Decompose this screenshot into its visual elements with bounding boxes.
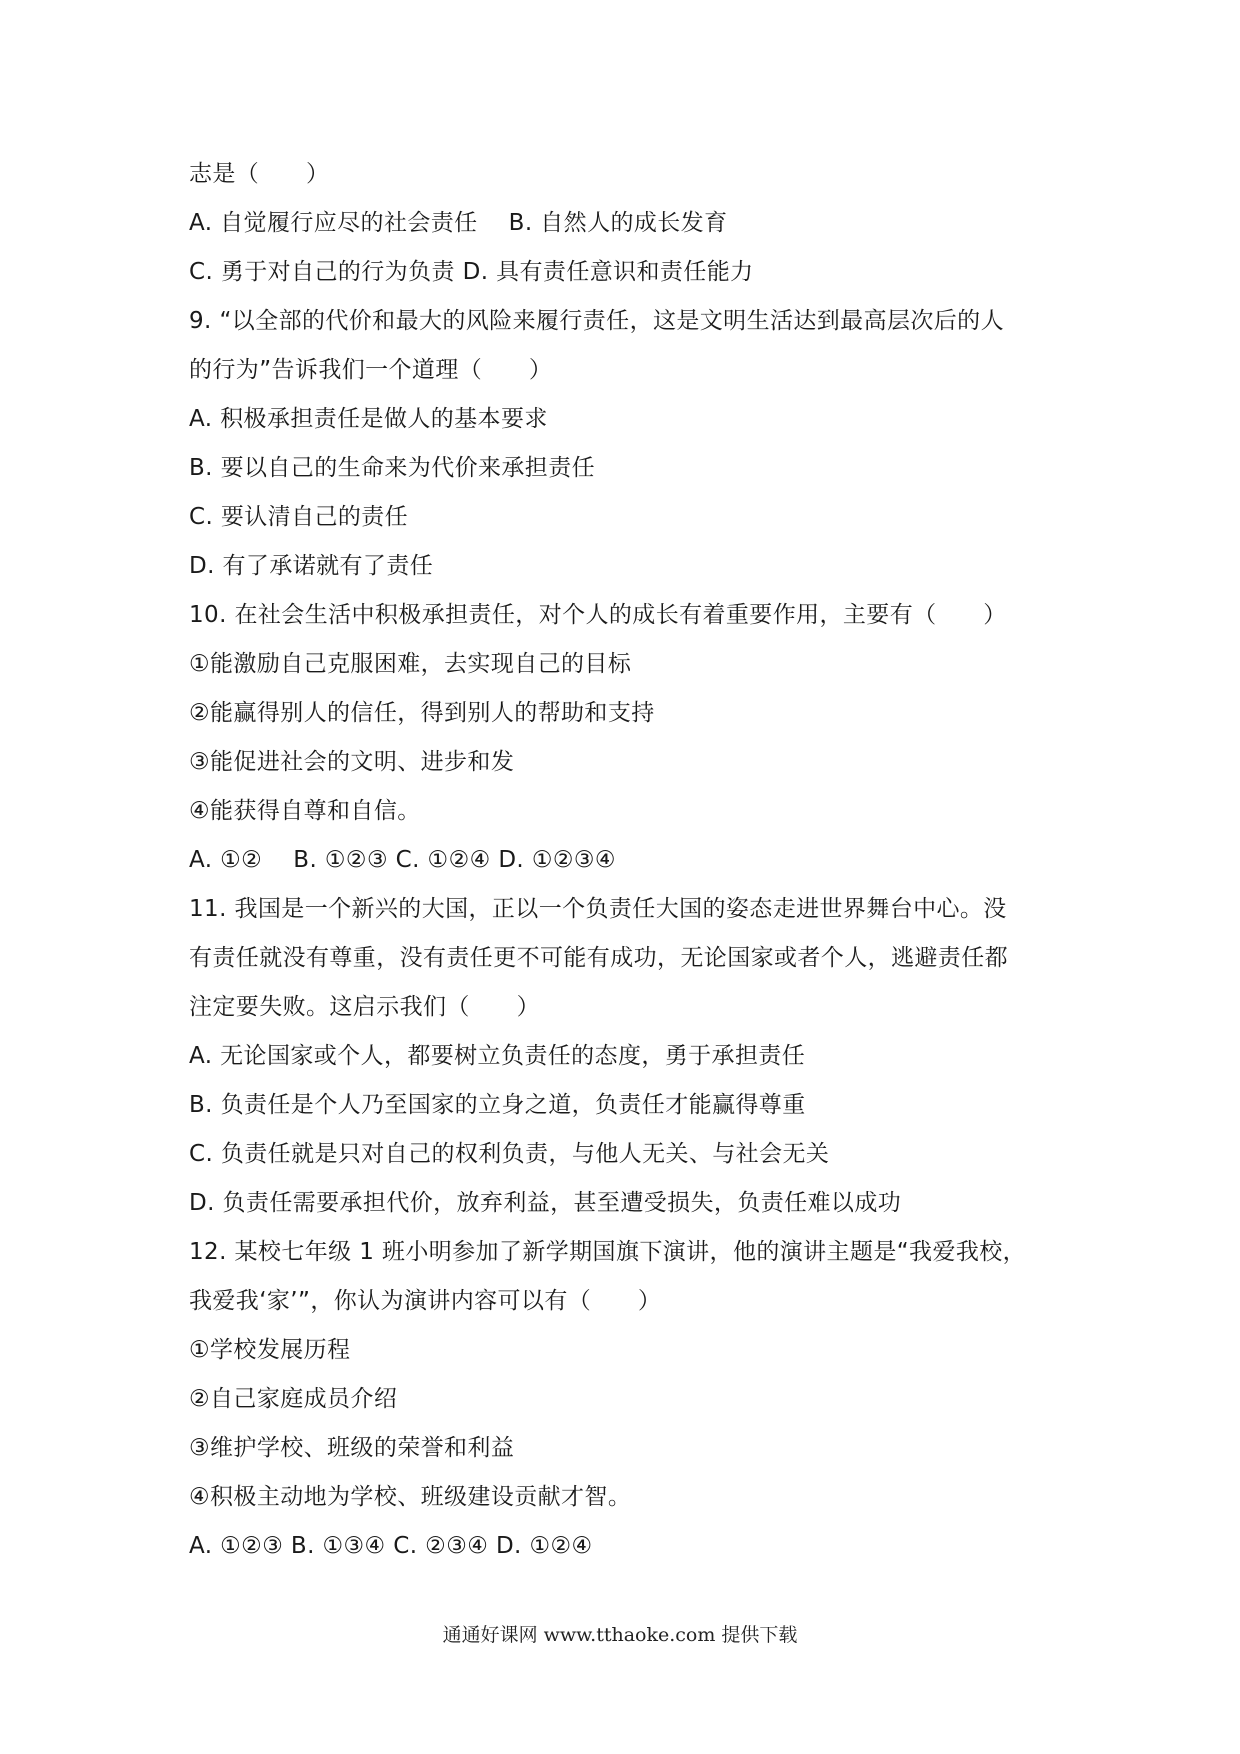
question-10-stem: 10. 在社会生活中积极承担责任，对个人的成长有着重要作用，主要有（ ） (189, 602, 1007, 628)
answer-option-line: A. 自觉履行应尽的社会责任 B. 自然人的成长发育 (189, 210, 728, 236)
answer-option-line: D. 负责任需要承担代价，放弃利益，甚至遭受损失，负责任难以成功 (189, 1190, 902, 1216)
page-footer: 通通好课网 www.tthaoke.com 提供下载 (442, 1624, 798, 1646)
answer-option-line: A. 积极承担责任是做人的基本要求 (189, 406, 548, 432)
answer-option-line: B. 要以自己的生命来为代价来承担责任 (189, 455, 596, 481)
statement-item: ②能赢得别人的信任，得到别人的帮助和支持 (189, 700, 655, 726)
question-text-block (189, 150, 1069, 1571)
text-line: 志是（ ） (189, 161, 330, 187)
answer-option-line: B. 负责任是个人乃至国家的立身之道，负责任才能赢得尊重 (189, 1092, 806, 1118)
question-11-stem: 有责任就没有尊重，没有责任更不可能有成功，无论国家或者个人，逃避责任都 (189, 945, 1008, 971)
question-9-stem: 的行为”告诉我们一个道理（ ） (189, 357, 553, 383)
question-9-stem: 9. “以全部的代价和最大的风险来履行责任，这是文明生活达到最高层次后的人 (189, 308, 1004, 334)
answer-option-line: D. 有了承诺就有了责任 (189, 553, 434, 579)
statement-item: ①能激励自己克服困难，去实现自己的目标 (189, 651, 632, 677)
answer-option-line: A. ①② B. ①②③ C. ①②④ D. ①②③④ (189, 847, 616, 873)
answer-option-line: A. 无论国家或个人，都要树立负责任的态度，勇于承担责任 (189, 1043, 806, 1069)
question-11-stem: 11. 我国是一个新兴的大国，正以一个负责任大国的姿态走进世界舞台中心。没 (189, 896, 1007, 922)
statement-item: ③能促进社会的文明、进步和发 (189, 749, 515, 775)
answer-option-line: A. ①②③ B. ①③④ C. ②③④ D. ①②④ (189, 1533, 593, 1559)
statement-item: ④积极主动地为学校、班级建设贡献才智。 (189, 1484, 632, 1510)
answer-option-line: C. 负责任就是只对自己的权利负责，与他人无关、与社会无关 (189, 1141, 830, 1167)
statement-item: ②自己家庭成员介绍 (189, 1386, 398, 1412)
question-12-stem: 我爱我‘家’”，你认为演讲内容可以有（ ） (189, 1288, 662, 1314)
statement-item: ④能获得自尊和自信。 (189, 798, 421, 824)
statement-item: ③维护学校、班级的荣誉和利益 (189, 1435, 515, 1461)
answer-option-line: C. 勇于对自己的行为负责 D. 具有责任意识和责任能力 (189, 259, 754, 285)
question-12-stem: 12. 某校七年级 1 班小明参加了新学期国旗下演讲，他的演讲主题是“我爱我校， (189, 1239, 1027, 1265)
question-11-stem: 注定要失败。这启示我们（ ） (189, 994, 540, 1020)
statement-item: ①学校发展历程 (189, 1337, 351, 1363)
answer-option-line: C. 要认清自己的责任 (189, 504, 409, 530)
